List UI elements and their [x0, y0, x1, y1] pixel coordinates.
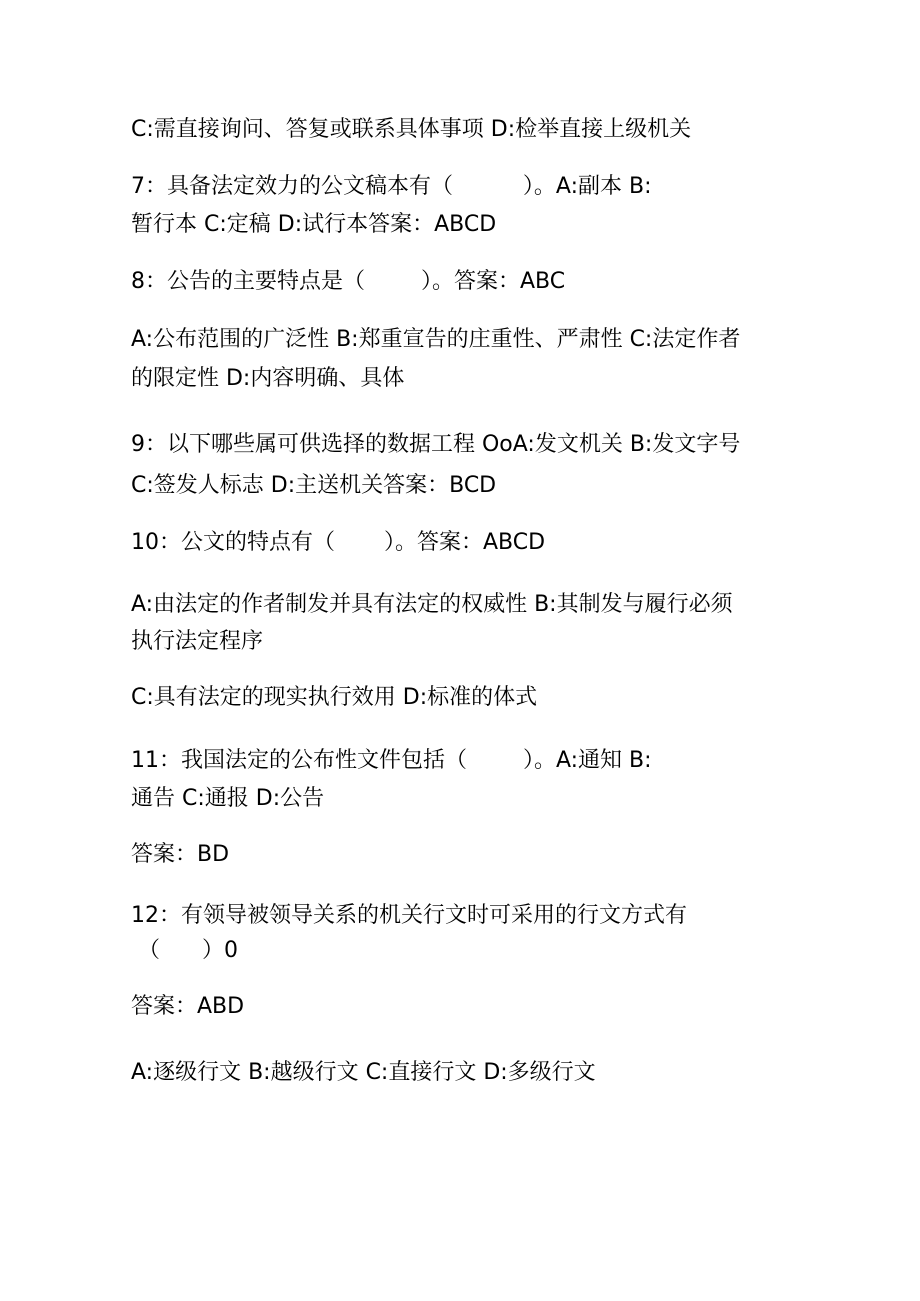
text-line: A:公布范围的广泛性 B:郑重宣告的庄重性、严肃性 C:法定作者 — [131, 327, 741, 352]
question-9: 9：以下哪些属可供选择的数据工程 OoA:发文机关 B:发文字号 — [131, 432, 741, 457]
text-line: A:由法定的作者制发并具有法定的权威性 B:其制发与履行必须 — [131, 592, 733, 617]
text-line: C:需直接询问、答复或联系具体事项 D:检举直接上级机关 — [131, 117, 692, 142]
text-line: A:逐级行文 B:越级行文 C:直接行文 D:多级行文 — [131, 1060, 596, 1085]
text-line: C:具有法定的现实执行效用 D:标准的体式 — [131, 685, 538, 710]
text-line: （ ）0 — [131, 938, 238, 963]
text-line: 通告 C:通报 D:公告 — [131, 786, 325, 811]
question-10: 10：公文的特点有（ ）。答案：ABCD — [131, 530, 546, 555]
question-7: 7：具备法定效力的公文稿本有（ ）。A:副本 B: — [131, 174, 652, 199]
text-line: 的限定性 D:内容明确、具体 — [131, 366, 405, 391]
answer-line: 答案：BD — [131, 842, 230, 867]
question-11: 11：我国法定的公布性文件包括（ ）。A:通知 B: — [131, 748, 652, 773]
text-line: 暂行本 C:定稿 D:试行本答案：ABCD — [131, 212, 497, 237]
question-8: 8：公告的主要特点是（ ）。答案：ABC — [131, 269, 566, 294]
text-line: 执行法定程序 — [131, 629, 264, 654]
answer-line: 答案：ABD — [131, 994, 245, 1019]
question-12: 12：有领导被领导关系的机关行文时可采用的行文方式有 — [131, 903, 687, 928]
text-line: C:签发人标志 D:主送机关答案：BCD — [131, 473, 497, 498]
